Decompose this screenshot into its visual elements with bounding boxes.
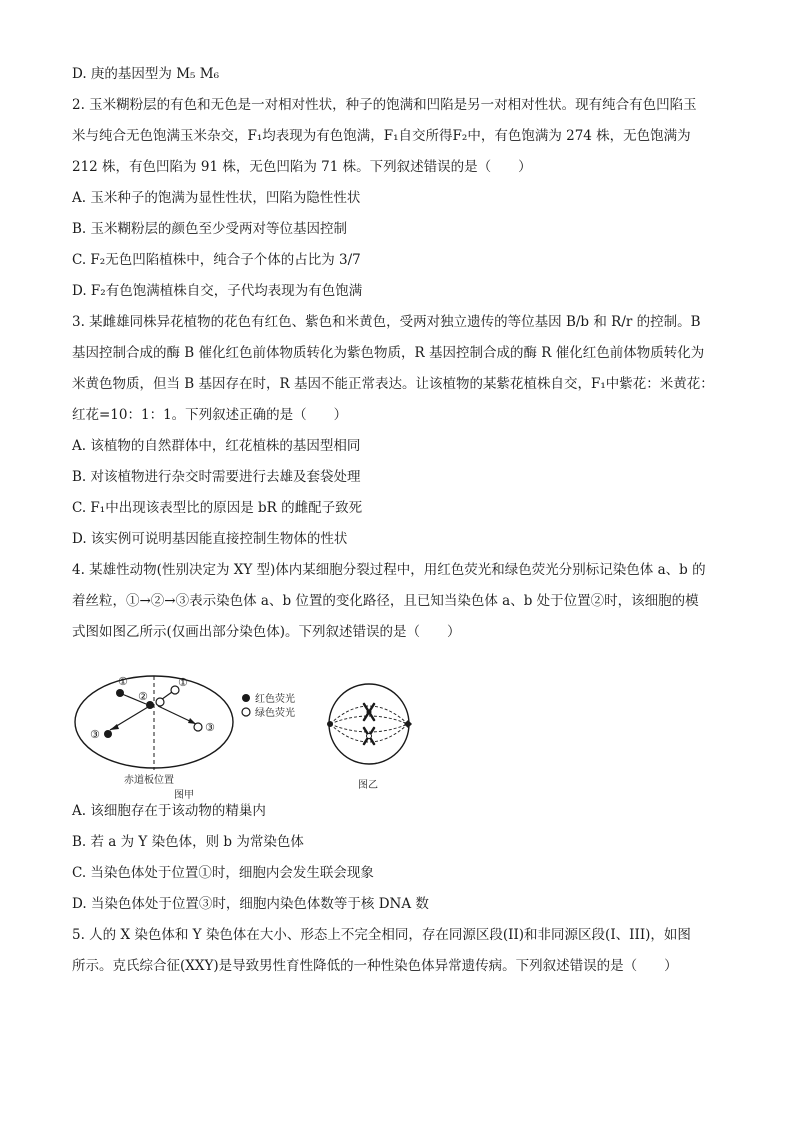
- q4-stem-line-3: 式图如图乙所示(仅画出部分染色体)。下列叙述错误的是（ ）: [72, 624, 461, 640]
- q1-option-d: D. 庚的基因型为 M₅ M₆: [72, 66, 219, 82]
- spindle-fiber-3: [330, 724, 408, 732]
- q3-option-d: D. 该实例可说明基因能直接控制生物体的性状: [72, 531, 348, 547]
- q3-stem-line-2: 基因控制合成的酶 B 催化红色前体物质转化为紫色物质，R 基因控制合成的酶 R 催化红色前体物质转化为: [72, 345, 705, 361]
- legend-red-dot: [242, 694, 250, 702]
- q3-stem-line-4: 红花=10：1：1。下列叙述正确的是（ ）: [72, 407, 348, 423]
- fig-a-caption: 图甲: [174, 790, 194, 801]
- q2-option-c: C. F₂无色凹陷植株中，纯合子个体的占比为 3/7: [72, 252, 361, 268]
- q2-option-a: A. 玉米种子的饱满为显性性状，凹陷为隐性性状: [72, 190, 361, 206]
- q4-option-c: C. 当染色体处于位置①时，细胞内会发生联会现象: [72, 865, 374, 881]
- label-pos1-b: ①: [178, 676, 188, 689]
- q2-stem-line-1: 2. 玉米糊粉层的有色和无色是一对相对性状，种子的饱满和凹陷是另一对相对性状。现有纯合有色凹陷玉: [72, 97, 697, 113]
- spindle-fiber-2: [330, 716, 408, 724]
- red-marker-pos1: [116, 689, 124, 697]
- q5-stem-line-2: 所示。克氏综合征(XXY)是导致男性育性降低的一种性染色体异常遗传病。下列叙述错误的是（ ）: [72, 958, 678, 974]
- q3-stem-line-1: 3. 某雌雄同株异花植物的花色有红色、紫色和米黄色，受两对独立遗传的等位基因 B/b 和 R/r 的控制。B: [72, 314, 701, 330]
- centromere-lower: [367, 734, 372, 739]
- label-pos3-a: ③: [90, 728, 100, 741]
- q2-stem-line-2: 米与纯合无色饱满玉米杂交，F₁均表现为有色饱满，F₁自交所得F₂中，有色饱满为 274 株，无色饱满为: [72, 128, 691, 144]
- green-marker-pos2: [156, 698, 164, 706]
- label-pos3-b: ③: [205, 721, 215, 734]
- legend-red-label: 红色荧光: [255, 694, 295, 705]
- cell-division-figures: [72, 672, 732, 802]
- red-marker-pos3: [104, 730, 112, 738]
- label-pos2: ②: [138, 690, 148, 703]
- q4-stem-line-2: 着丝粒，①→②→③表示染色体 a、b 位置的变化路径，且已知当染色体 a、b 处于位置②时，该细胞的模: [72, 593, 699, 609]
- legend-green-dot: [242, 708, 250, 716]
- legend-green-label: 绿色荧光: [255, 708, 295, 719]
- q3-stem-line-3: 米黄色物质，但当 B 基因存在时，R 基因不能正常表达。让该植物的某紫花植株自交，F₁中紫花：米黄花：: [72, 376, 714, 392]
- q4-figures: [72, 672, 732, 802]
- spindle-fiber-1: [330, 706, 408, 724]
- fig-b-caption: 图乙: [358, 780, 378, 791]
- centrosome-left: [327, 721, 333, 727]
- q4-option-b: B. 若 a 为 Y 染色体，则 b 为常染色体: [72, 834, 304, 850]
- q4-stem-line-1: 4. 某雄性动物(性别决定为 XY 型)体内某细胞分裂过程中，用红色荧光和绿色荧光分别标记染色体 a、b 的: [72, 562, 706, 578]
- centrosome-right: [404, 720, 412, 728]
- q3-option-b: B. 对该植物进行杂交时需要进行去雄及套袋处理: [72, 469, 361, 485]
- q4-option-d: D. 当染色体处于位置③时，细胞内染色体数等于核 DNA 数: [72, 896, 429, 912]
- q4-option-a: A. 该细胞存在于该动物的精巢内: [72, 803, 266, 819]
- plate-label: 赤道板位置: [124, 775, 174, 786]
- green-marker-pos3: [194, 723, 202, 731]
- q3-option-c: C. F₁中出现该表型比的原因是 bR 的雌配子致死: [72, 500, 363, 516]
- centromere-upper: [367, 710, 372, 715]
- q2-stem-line-3: 212 株，有色凹陷为 91 株，无色凹陷为 71 株。下列叙述错误的是（ ）: [72, 159, 532, 175]
- cell-outline-b: [329, 684, 409, 764]
- q2-option-b: B. 玉米糊粉层的颜色至少受两对等位基因控制: [72, 221, 348, 237]
- q3-option-a: A. 该植物的自然群体中，红花植株的基因型相同: [72, 438, 361, 454]
- arrowhead-b2: [188, 718, 196, 724]
- label-pos1-a: ①: [118, 675, 128, 688]
- q5-stem-line-1: 5. 人的 X 染色体和 Y 染色体在大小、形态上不完全相同，存在同源区段(II)和非同源区段(Ⅰ、III)，如图: [72, 927, 691, 943]
- q2-option-d: D. F₂有色饱满植株自交，子代均表现为有色饱满: [72, 283, 363, 299]
